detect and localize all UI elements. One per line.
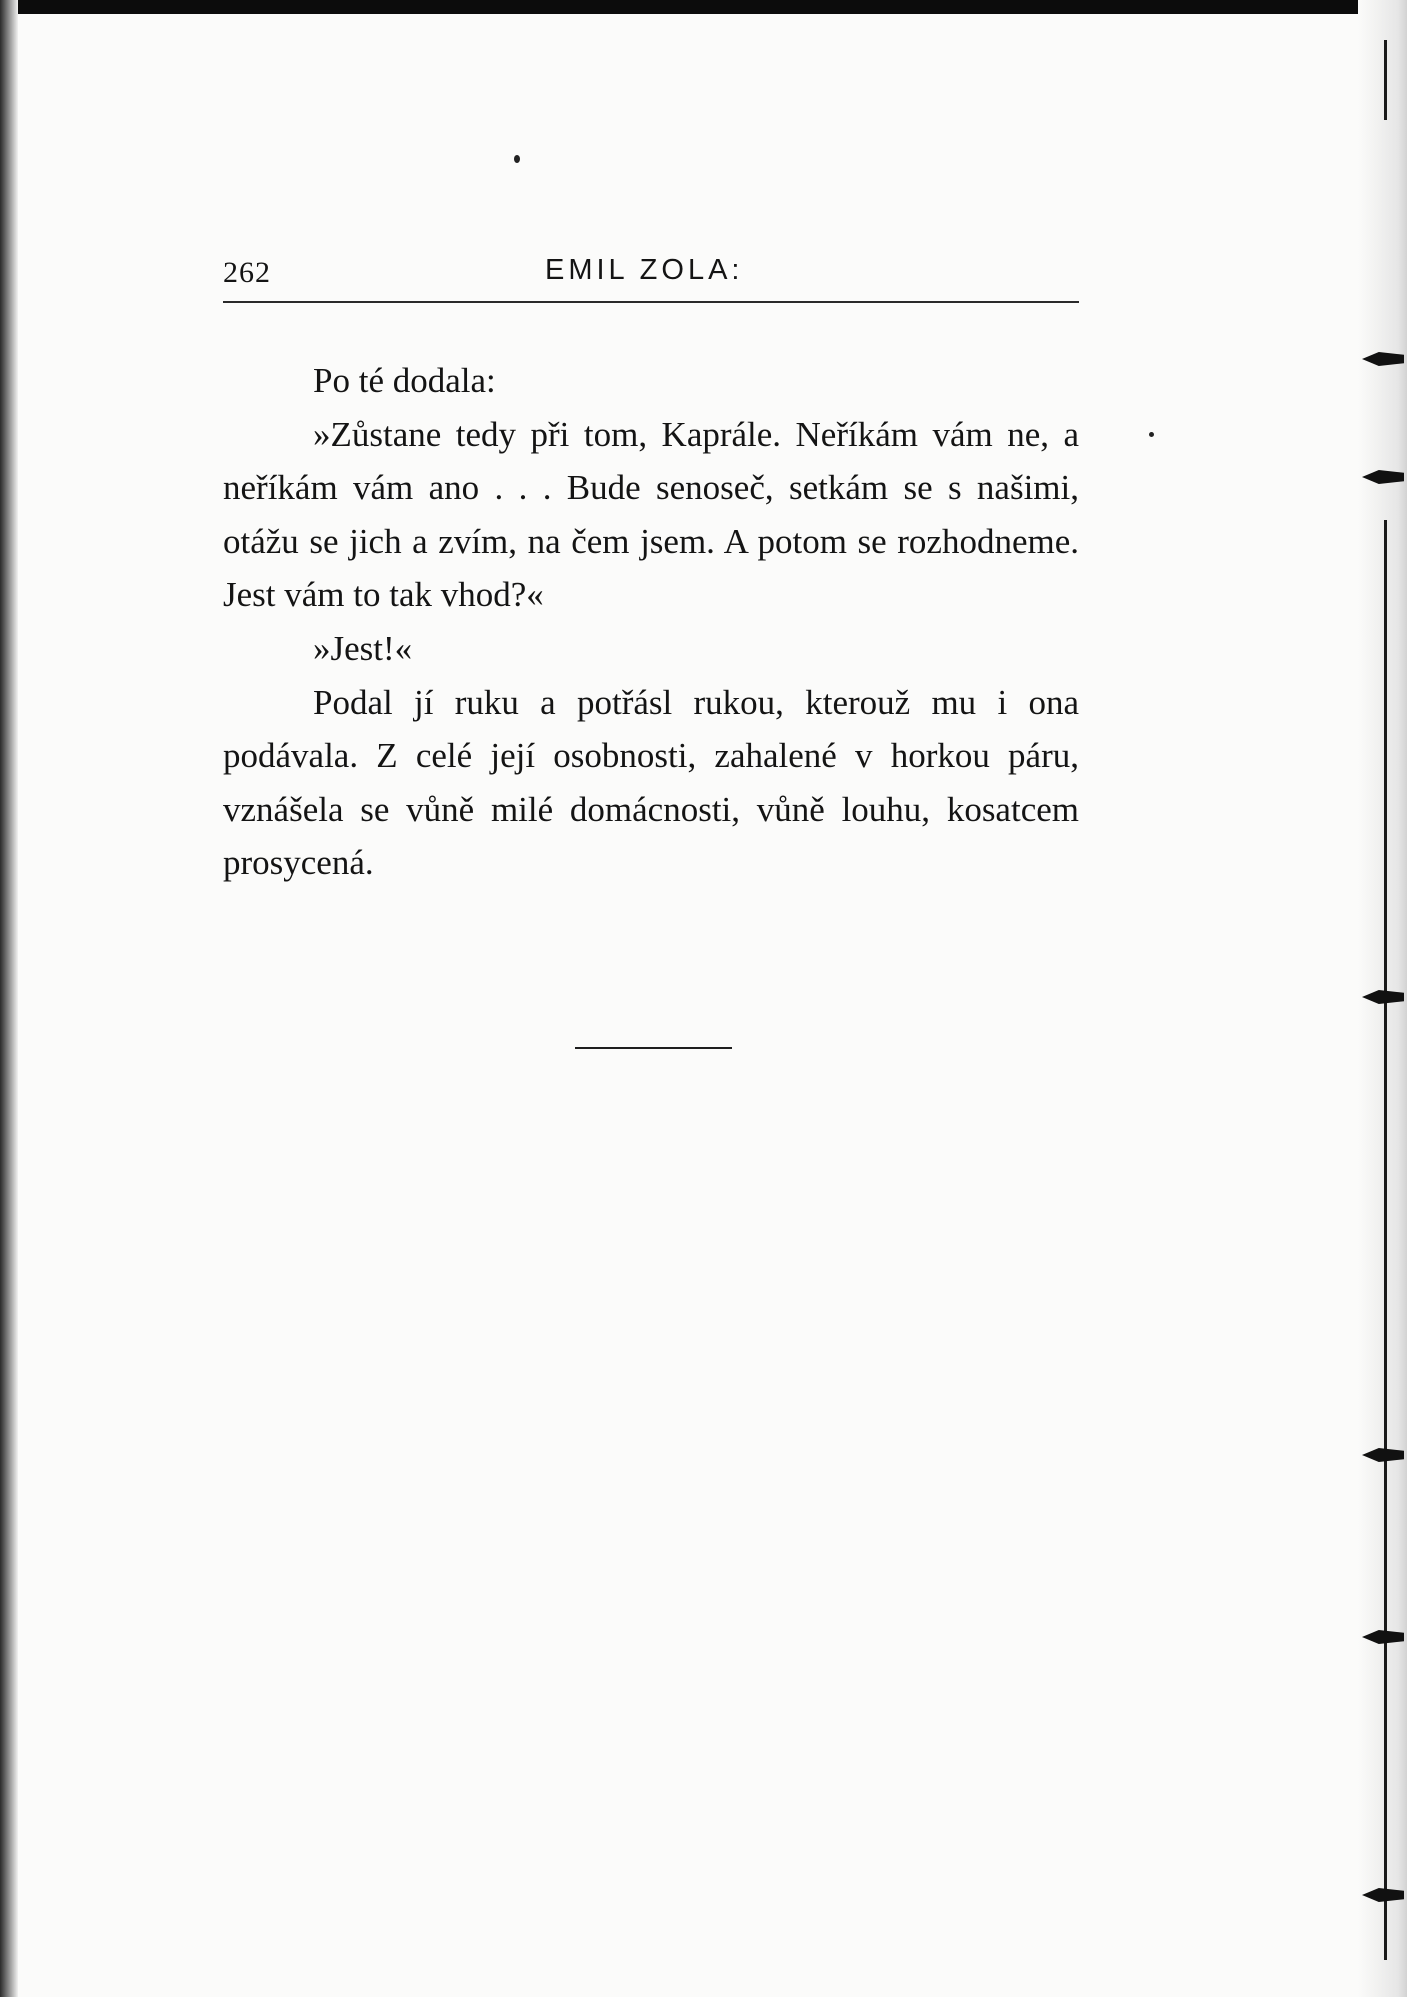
paragraph: »Jest!« [313, 628, 413, 668]
page-number: 262 [223, 256, 271, 289]
chapter-end-rule [575, 1047, 732, 1049]
scan-top-border [0, 0, 1407, 14]
running-head: EMIL ZOLA: [545, 254, 744, 286]
scan-left-border [0, 0, 18, 1997]
header-rule [223, 301, 1079, 303]
body-text [223, 354, 1079, 890]
speck-mark [514, 155, 520, 163]
speck-mark [1149, 432, 1154, 437]
paragraph: Po té dodala: [313, 361, 496, 400]
page-header [223, 250, 1079, 300]
paragraph: Podal jí ruku a potřásl rukou, kterouž mu i ona podávala. Z celé její osobnosti, zahalené v horkou páru, vznášela se vůně milé domácnosti, vůně louhu, kosatcem prosycená. [223, 682, 1079, 883]
binding-thread [1384, 520, 1387, 1960]
paragraph: »Zůstane tedy při tom, Kaprále. Neříkám vám ne, a neříkám vám ano . . . Bude senoseč, setkám se s našimi, otážu se jich a zvím, na čem jsem. A potom se rozhodneme. Jest vám to tak vhod?« [223, 414, 1079, 615]
binding-thread-upper [1384, 40, 1387, 120]
